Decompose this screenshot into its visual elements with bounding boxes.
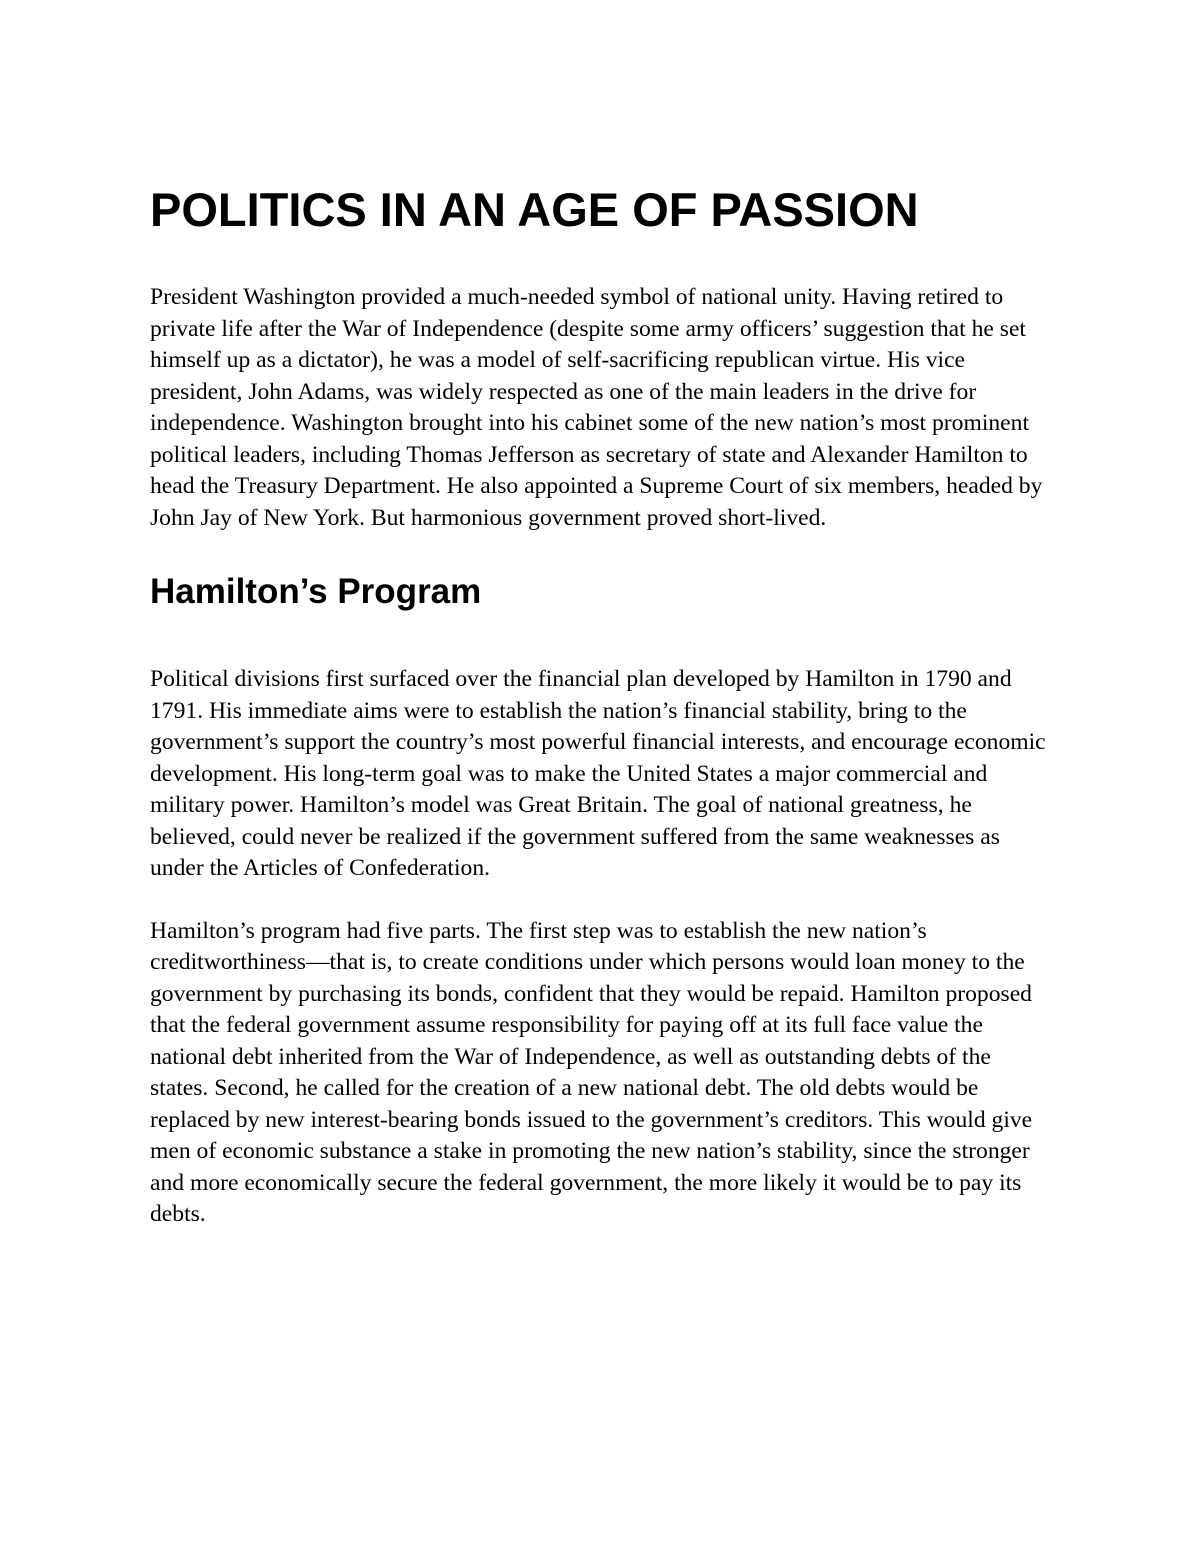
section-paragraph-1: Political divisions first surfaced over the financial plan developed by Hamilton in 1790 and 1791. His immediate aims were to establish the nation’s financial stability, bring to the government’s support the country’s most powerful financial interests, and encourage economic development. His long-term goal was to make the United States a major commercial and military power. Hamilton’s model was Great Britain. The goal of national greatness, he believed, could never be realized if the government suffered from the same weaknesses as under the Articles of Confederation.: [150, 666, 1046, 881]
document-title: POLITICS IN AN AGE OF PASSION: [150, 183, 919, 236]
intro-paragraph: President Washington provided a much-needed symbol of national unity. Having retired to private life after the War of Independence (despite some army officers’ suggestion that he set himself up as a dictator), he was a model of self-sacrificing republican virtue. His vice president, John Adams, was widely respected as one of the main leaders in the drive for independence. Washington brought into his cabinet some of the new nation’s most prominent political leaders, including Thomas Jefferson as secretary of state and Alexander Hamilton to head the Treasury Department. He also appointed a Supreme Court of six members, headed by John Jay of New York. But harmonious government proved short-lived.: [150, 284, 1043, 531]
section-heading: Hamilton’s Program: [150, 572, 482, 611]
document-page: [150, 182, 1050, 1231]
section-paragraph-2: Hamilton’s program had five parts. The first step was to establish the new nation’s creditworthiness—that is, to create conditions under which persons would loan money to the government by purchasing its bonds, confident that they would be repaid. Hamilton proposed that the federal government assume responsibility for paying off at its full face value the national debt inherited from the War of Independence, as well as outstanding debts of the states. Second, he called for the creation of a new national debt. The old debts would be replaced by new interest-bearing bonds issued to the government’s creditors. This would give men of economic substance a stake in promoting the new nation’s stability, since the stronger and more economically secure the federal government, the more likely it would be to pay its debts.: [150, 917, 1033, 1227]
